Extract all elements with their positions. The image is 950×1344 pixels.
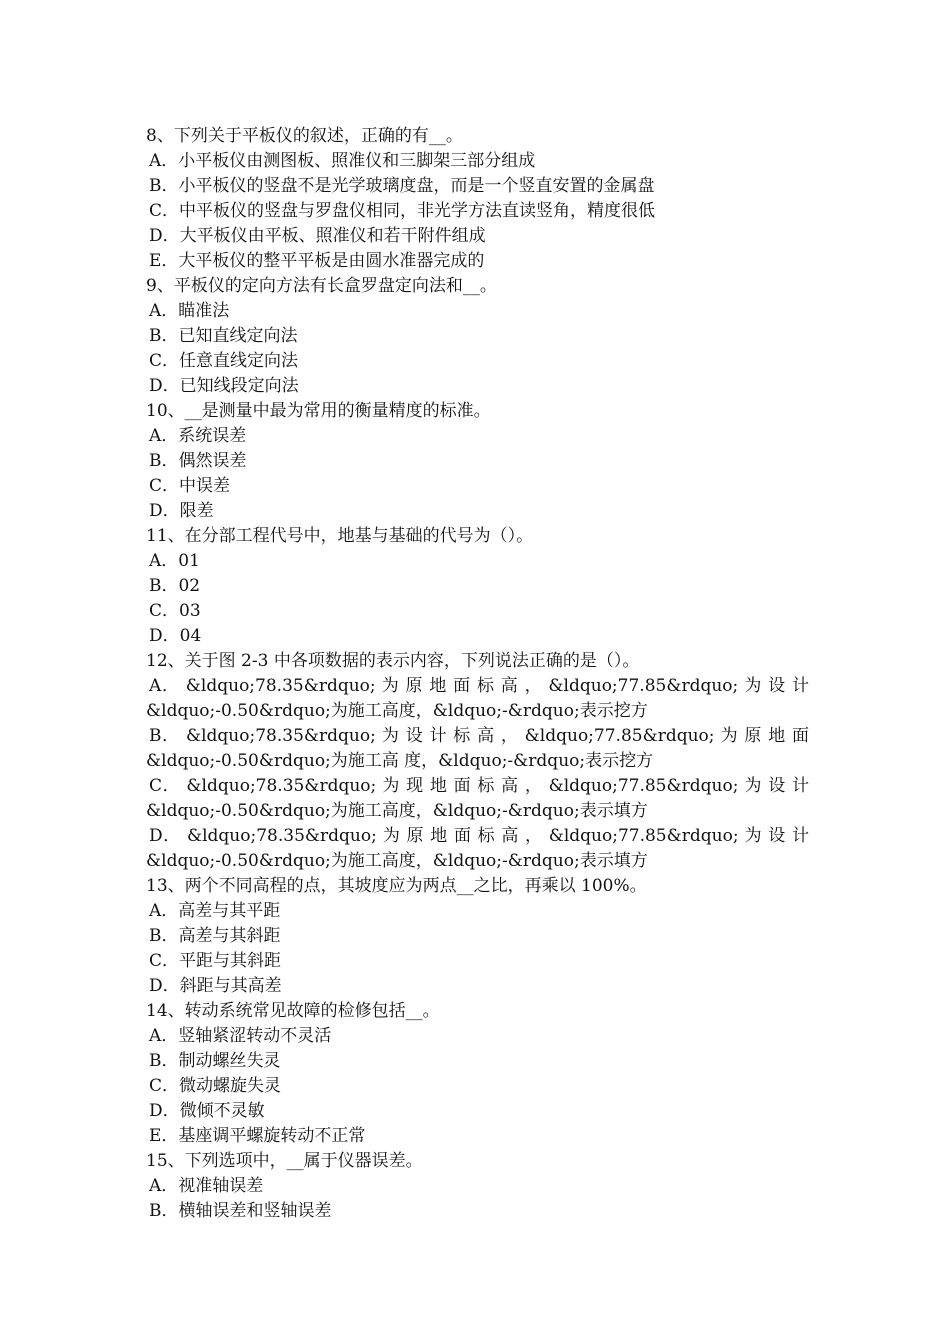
option-b: B．制动螺丝失灵: [149, 1051, 281, 1071]
option-a: A．小平板仪由测图板、照准仪和三脚架三部分组成: [149, 151, 536, 171]
option-b: B．02: [149, 576, 201, 596]
option-d: D．大平板仪由平板、照准仪和若干附件组成: [149, 226, 486, 246]
option-c: C．中误差: [149, 476, 231, 496]
option-a: A．01: [149, 551, 200, 571]
option-d: D．限差: [149, 501, 214, 521]
option-c-continuation: &ldquo;-0.50&rdquo;为施工高度，&ldquo;-&rdquo;表示填方: [146, 801, 648, 821]
question-11: 11、在分部工程代号中，地基与基础的代号为（）。: [146, 526, 534, 546]
option-d: D．已知线段定向法: [149, 376, 299, 396]
option-b: B．偶然误差: [149, 451, 247, 471]
option-d-continuation: &ldquo;-0.50&rdquo;为施工高度，&ldquo;-&rdquo;表示填方: [146, 851, 648, 871]
option-a: A．瞄准法: [149, 301, 230, 321]
exam-text: [146, 124, 809, 1224]
option-c: C．任意直线定向法: [149, 351, 299, 371]
option-b: B．横轴误差和竖轴误差: [149, 1201, 332, 1221]
option-d: D．微倾不灵敏: [149, 1101, 265, 1121]
option-a: A．竖轴紧涩转动不灵活: [149, 1026, 332, 1046]
option-b: B． &ldquo;78.35&rdquo; 为 设 计 标 高 ， &ldquo;77.85&rdquo; 为 原 地 面: [149, 726, 809, 746]
option-a: A．视准轴误差: [149, 1176, 264, 1196]
option-b-continuation: &ldquo;-0.50&rdquo;为施工高 度，&ldquo;-&rdquo;表示挖方: [146, 751, 654, 771]
option-a: A．高差与其平距: [149, 901, 281, 921]
option-a: A．系统误差: [149, 426, 247, 446]
question-8: 8、下列关于平板仪的叙述，正确的有__。: [146, 126, 463, 146]
question-12: 12、关于图 2-3 中各项数据的表示内容，下列说法正确的是（）。: [146, 651, 640, 671]
option-a: A． &ldquo;78.35&rdquo; 为 原 地 面 标 高 ， &ldquo;77.85&rdquo; 为 设 计: [149, 676, 809, 696]
question-10: 10、__是测量中最为常用的衡量精度的标准。: [146, 401, 491, 421]
question-13: 13、两个不同高程的点，其坡度应为两点__之比，再乘以 100%。: [146, 876, 647, 896]
option-e: E．基座调平螺旋转动不正常: [149, 1126, 366, 1146]
option-b: B．高差与其斜距: [149, 926, 281, 946]
option-c: C． &ldquo;78.35&rdquo; 为 现 地 面 标 高 ， &ldquo;77.85&rdquo; 为 设 计: [149, 776, 809, 796]
option-a-continuation: &ldquo;-0.50&rdquo;为施工高度，&ldquo;-&rdquo;表示挖方: [146, 701, 648, 721]
option-d: D． &ldquo;78.35&rdquo; 为 原 地 面 标 高 ， &ldquo;77.85&rdquo; 为 设 计: [149, 826, 809, 846]
option-c: C．03: [149, 601, 201, 621]
option-c: C．中平板仪的竖盘与罗盘仪相同，非光学方法直读竖角，精度很低: [149, 201, 656, 221]
option-c: C．微动螺旋失灵: [149, 1076, 282, 1096]
option-c: C．平距与其斜距: [149, 951, 282, 971]
option-d: D．斜距与其高差: [149, 976, 282, 996]
option-b: B．小平板仪的竖盘不是光学玻璃度盘，而是一个竖直安置的金属盘: [149, 176, 655, 196]
question-14: 14、转动系统常见故障的检修包括__。: [146, 1001, 440, 1021]
question-15: 15、下列选项中，__属于仪器误差。: [146, 1151, 423, 1171]
option-b: B．已知直线定向法: [149, 326, 298, 346]
question-9: 9、平板仪的定向方法有长盒罗盘定向法和__。: [146, 276, 497, 296]
option-d: D．04: [149, 626, 202, 646]
option-e: E．大平板仪的整平平板是由圆水准器完成的: [149, 251, 485, 271]
